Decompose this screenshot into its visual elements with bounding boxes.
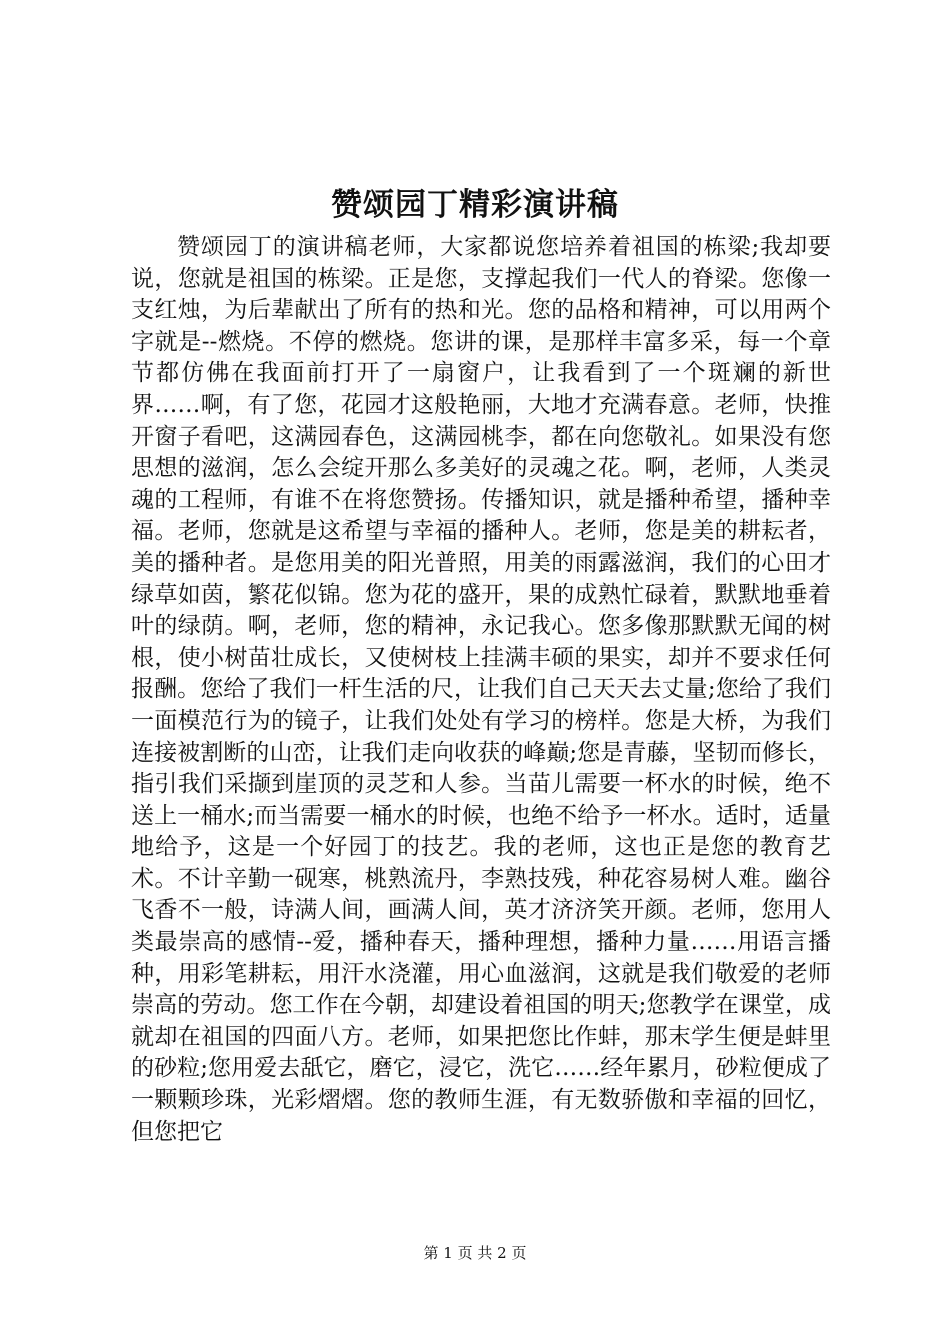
page-number-footer: 第 1 页 共 2 页 <box>423 1244 527 1262</box>
document-title: 赞颂园丁精彩演讲稿 <box>331 187 619 223</box>
document-body-paragraph: 赞颂园丁的演讲稿老师，大家都说您培养着祖国的栋梁;我却要说，您就是祖国的栋梁。正是您，支撑起我们一代人的脊梁。您像一支红烛，为后辈献出了所有的热和光。您的品格和精神，可以用两个字就是--燃烧。不停的燃烧。您讲的课，是那样丰富多采，每一个章节都仿佛在我面前打开了一扇窗户，让我看到了一个斑斓的新世界……啊，有了您，花园才这般艳丽，大地才充满春意。老师，快推开窗子看吧，这满园春色，这满园桃李，都在向您敬礼。如果没有您思想的滋润，怎么会绽开那么多美好的灵魂之花。啊，老师，人类灵魂的工程师，有谁不在将您赞扬。传播知识，就是播种希望，播种幸福。老师，您就是这希望与幸福的播种人。老师，您是美的耕耘者，美的播种者。是您用美的阳光普照，用美的雨露滋润，我们的心田才绿草如茵，繁花似锦。您为花的盛开，果的成熟忙碌着，默默地垂着叶的绿荫。啊，老师，您的精神，永记我心。您多像那默默无闻的树根，使小树苗壮成长，又使树枝上挂满丰硕的果实，却并不要求任何报酬。您给了我们一杆生活的尺，让我们自己天天去丈量;您给了我们一面模范行为的镜子，让我们处处有学习的榜样。您是大桥，为我们连接被割断的山峦，让我们走向收获的峰巅;您是青藤，坚韧而修长，指引我们采撷到崖顶的灵芝和人参。当苗儿需要一杯水的时候，绝不送上一桶水;而当需要一桶水的时候，也绝不给予一杯水。适时，适量地给予，这是一个好园丁的技艺。我的老师，这也正是您的教育艺术。不计辛勤一砚寒，桃熟流丹，李熟技残，种花容易树人难。幽谷飞香不一般，诗满人间，画满人间，英才济济笑开颜。老师，您用人类最崇高的感情--爱，播种春天，播种理想，播种力量……用语言播种，用彩笔耕耘，用汗水浇灌，用心血滋润，这就是我们敬爱的老师崇高的劳动。您工作在今朝，却建设着祖国的明天;您教学在课堂，成就却在祖国的四面八方。老师，如果把您比作蚌，那末学生便是蚌里的砂粒;您用爱去舐它，磨它，浸它，洗它……经年累月，砂粒便成了一颗颗珍珠，光彩熠熠。您的教师生涯，有无数骄傲和幸福的回忆，但您把它 <box>131 234 831 1145</box>
